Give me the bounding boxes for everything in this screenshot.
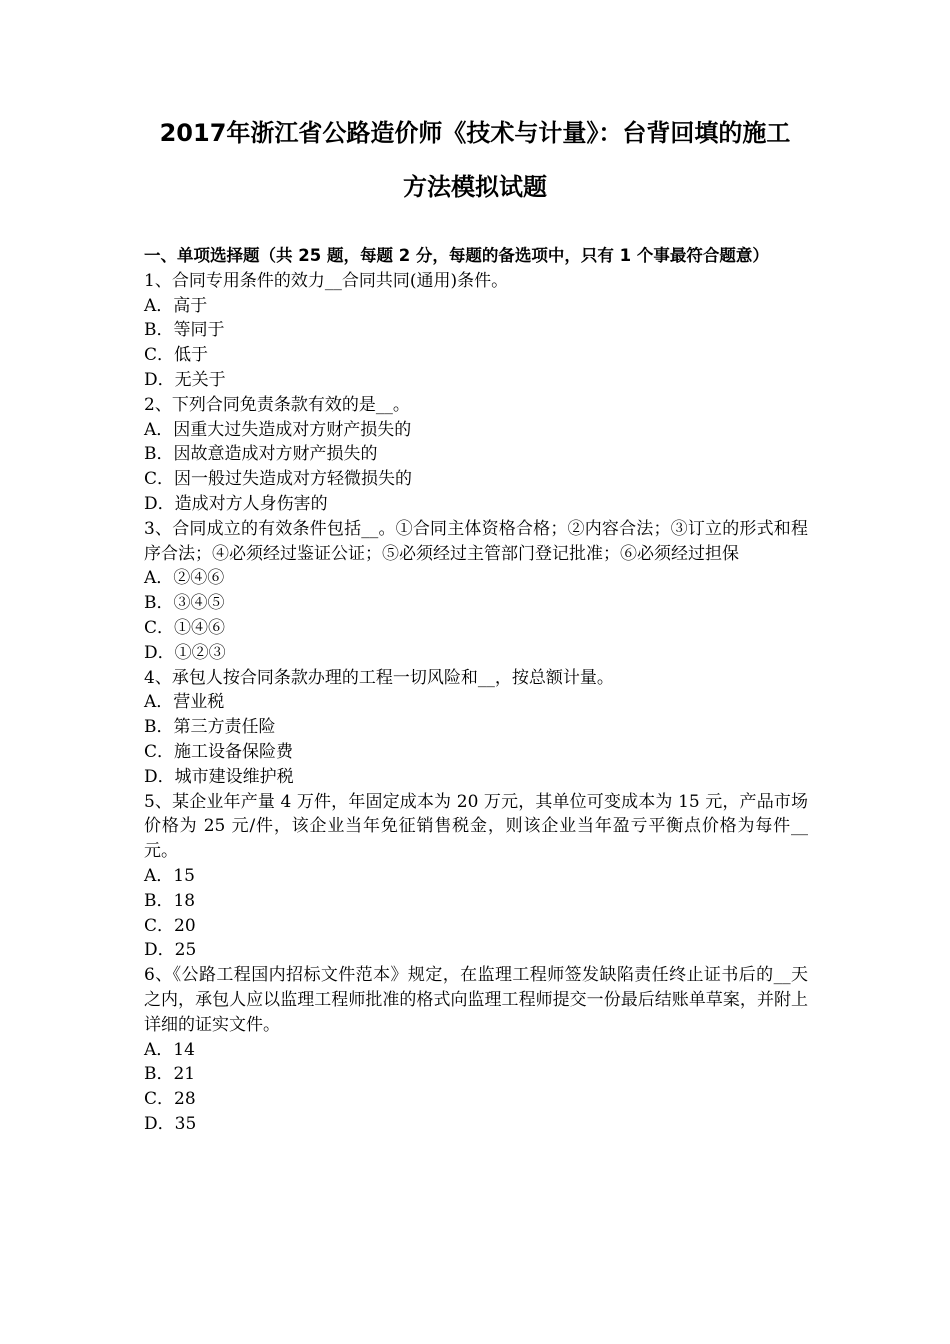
question-option: A．15 [144,865,195,886]
question-stem: 1、合同专用条件的效力__合同共同(通用)条件。 [144,270,509,291]
question-stem: 3、合同成立的有效条件包括__。①合同主体资格合格；②内容合法；③订立的形式和程序合法；④必须经过鉴证公证；⑤必须经过主管部门登记批准；⑥必须经过担保 [144,518,808,564]
question-option: A．14 [144,1039,195,1060]
question-option: A．高于 [144,295,208,316]
question-option: A．因重大过失造成对方财产损失的 [144,419,412,440]
question-option: C．20 [144,915,196,936]
question-option: B．等同于 [144,320,225,341]
question-option: B．18 [144,890,196,911]
question-option: D．无关于 [144,369,226,390]
question-4 [144,666,808,790]
question-option: B．21 [144,1064,196,1085]
document-body [144,244,808,1137]
question-stem: 6、《公路工程国内招标文件范本》规定，在监理工程师签发缺陷责任终止证书后的__天之内，承包人应以监理工程师批准的格式向监理工程师提交一份最后结账单草案，并附上详细的证实文件。 [144,965,808,1035]
question-option: C．①④⑥ [144,617,226,638]
document-title-line-2: 方法模拟试题 [403,173,547,201]
question-option: D．造成对方人身伤害的 [144,493,328,514]
question-option: C．因一般过失造成对方轻微损失的 [144,469,413,490]
section-heading: 一、单项选择题（共 25 题，每题 2 分，每题的备选项中，只有 1 个事最符合题意） [144,246,769,265]
question-option: C．28 [144,1089,196,1110]
question-6 [144,963,808,1137]
question-option: B．③④⑤ [144,593,225,614]
question-stem: 2、下列合同免责条款有效的是__。 [144,394,410,415]
document-title-line-1: 2017年浙江省公路造价师《技术与计量》：台背回填的施工 [159,119,791,147]
question-option: C．低于 [144,345,209,366]
question-option: C．施工设备保险费 [144,741,294,762]
question-option: A．营业税 [144,692,225,713]
question-option: B．第三方责任险 [144,717,276,738]
question-option: D．城市建设维护税 [144,766,294,787]
question-3 [144,517,808,666]
question-5 [144,790,808,964]
question-option: B．因故意造成对方财产损失的 [144,444,378,465]
question-stem: 4、承包人按合同条款办理的工程一切风险和__，按总额计量。 [144,667,614,688]
question-stem: 5、某企业年产量 4 万件，年固定成本为 20 万元，其单位可变成本为 15 元，产品市场价格为 25 元/件，该企业当年免征销售税金，则该企业当年盈亏平衡点价格为每件__元。 [144,791,808,862]
question-option: A．②④⑥ [144,568,225,589]
question-option: D．25 [144,940,197,961]
question-2 [144,393,808,517]
question-option: D．①②③ [144,642,226,663]
question-option: D．35 [144,1113,197,1134]
question-1 [144,269,808,393]
